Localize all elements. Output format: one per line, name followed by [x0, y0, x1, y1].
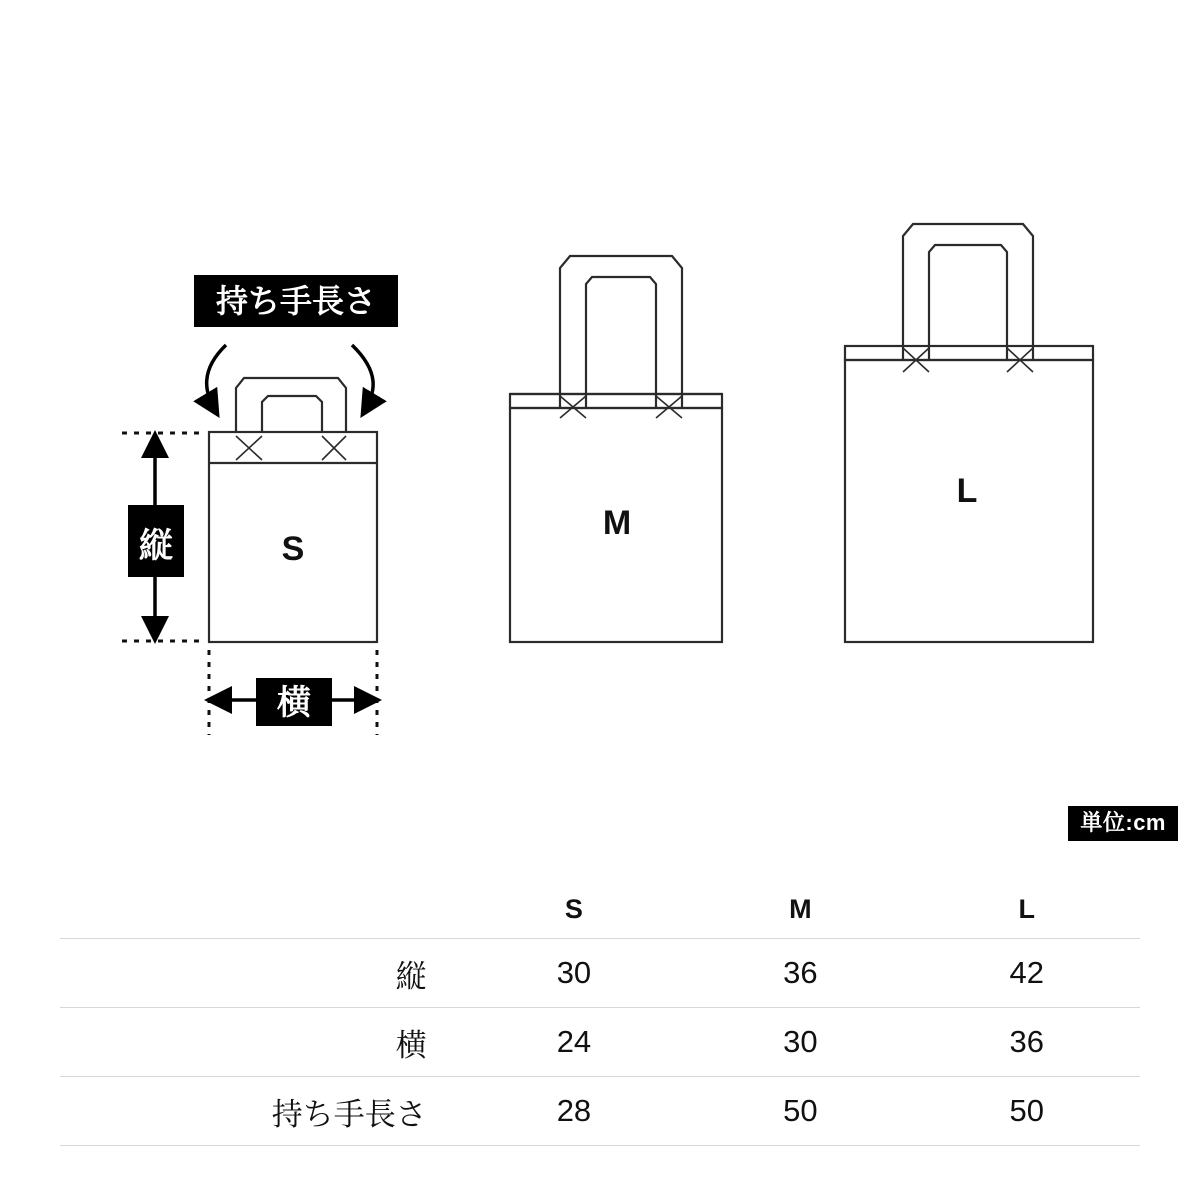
row-label-height: 縦: [395, 958, 427, 994]
cell-width-s: 24: [556, 1024, 592, 1059]
bag-size-letter-l: L: [956, 472, 978, 510]
bag-illustration-m: [510, 256, 722, 642]
row-label-handle-length: 持ち手長さ: [271, 1096, 427, 1132]
cell-height-s: 30: [556, 955, 592, 990]
cell-handle-m: 50: [783, 1093, 818, 1128]
cell-height-l: 42: [1009, 955, 1045, 990]
bag-illustration-s: [209, 378, 377, 642]
cell-handle-s: 28: [556, 1093, 592, 1128]
callout-height: [128, 505, 184, 577]
size-spec-table: [60, 880, 1140, 1146]
callout-height-label: 縦: [139, 527, 173, 565]
table-header-m: M: [789, 893, 812, 924]
bag-illustration-l: [845, 224, 1093, 642]
table-row: [60, 1077, 1140, 1146]
bag-size-letter-m: M: [602, 504, 632, 542]
unit-badge: 単位:cm: [1068, 806, 1178, 841]
callout-handle-length: [194, 275, 398, 327]
table-header-l: L: [1018, 893, 1036, 924]
table-row: [60, 1008, 1140, 1077]
cell-height-m: 36: [783, 955, 818, 990]
table-corner-header: [60, 880, 461, 939]
callout-width: [256, 678, 332, 726]
table-header-s: S: [564, 893, 583, 924]
table-row: [60, 939, 1140, 1008]
callout-handle-length-label: 持ち手長さ: [215, 283, 377, 319]
cell-width-l: 36: [1009, 1024, 1045, 1059]
cell-width-m: 30: [783, 1024, 818, 1059]
bag-size-letter-s: S: [281, 530, 305, 568]
row-label-width: 横: [395, 1027, 427, 1063]
table-header-row: [60, 880, 1140, 939]
cell-handle-l: 50: [1009, 1093, 1045, 1128]
callout-width-label: 横: [277, 684, 311, 722]
